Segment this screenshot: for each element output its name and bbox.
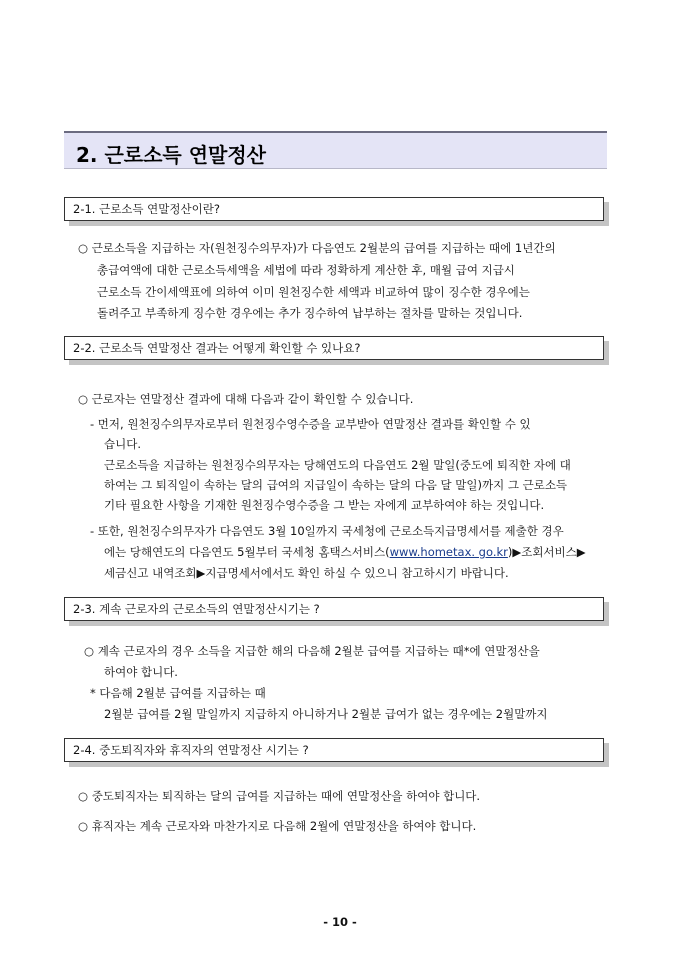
line-text: )▶조회서비스▶ xyxy=(507,545,586,559)
section-title: 2-2. 근로소득 연말정산 결과는 어떻게 확인할 수 있나요? xyxy=(73,341,361,355)
paragraph-line: 총급여액에 대한 근로소득세액을 세법에 따라 정확하게 계산한 후, 매월 급여 지급시 xyxy=(97,263,515,277)
section-title: 2-3. 계속 근로자의 근로소득의 연말정산시기는 ? xyxy=(73,602,320,616)
paragraph-line: 세금신고 내역조회▶지급명세서에서도 확인 하실 수 있으니 참고하시기 바랍니다. xyxy=(104,566,509,580)
section-title: 2-4. 중도퇴직자와 휴직자의 연말정산 시기는 ? xyxy=(73,743,309,757)
paragraph-line xyxy=(104,544,586,560)
paragraph-line: ○ 계속 근로자의 경우 소득을 지급한 해의 다음해 2월분 급여를 지급하는 때*에 연말정산을 xyxy=(84,644,540,658)
paragraph-line: 하여는 그 퇴직일이 속하는 달의 급여의 지급일이 속하는 달의 다음 달 말일)까지 그 근로소득 xyxy=(104,478,568,492)
section-title: 2-1. 근로소득 연말정산이란? xyxy=(73,202,220,216)
line-text: 에는 당해연도의 다음연도 5월부터 국세청 홈택스서비스( xyxy=(104,545,390,559)
paragraph-line: 기타 필요한 사항을 기재한 원천징수영수증을 그 받는 자에게 교부하여야 하는 것입니다. xyxy=(104,498,545,512)
paragraph-line: 하여야 합니다. xyxy=(104,665,178,679)
footnote-line: * 다음해 2월분 급여를 지급하는 때 xyxy=(90,686,266,700)
paragraph-line: - 또한, 원천징수의무자가 다음연도 3월 10일까지 국세청에 근로소득지급명세서를 제출한 경우 xyxy=(90,524,564,538)
paragraph-line: 돌려주고 부족하게 징수한 경우에는 추가 징수하여 납부하는 절차를 말하는 것입니다. xyxy=(97,306,523,320)
paragraph-line: ○ 근로소득을 지급하는 자(원천징수의무자)가 다음연도 2월분의 급여를 지급하는 때에 1년간의 xyxy=(78,241,556,255)
page-number: - 10 - xyxy=(323,915,357,929)
paragraph-line: ○ 휴직자는 계속 근로자와 마찬가지로 다음해 2월에 연말정산을 하여야 합니다. xyxy=(78,819,477,833)
chapter-title: 2. 근로소득 연말정산 xyxy=(76,143,266,167)
section-heading-2-1 xyxy=(64,197,604,221)
section-heading-2-3 xyxy=(64,597,604,621)
section-heading-2-2 xyxy=(64,336,604,360)
paragraph-line: ○ 중도퇴직자는 퇴직하는 달의 급여를 지급하는 때에 연말정산을 하여야 합니다. xyxy=(78,789,481,803)
paragraph-line: 근로소득을 지급하는 원천징수의무자는 당해연도의 다음연도 2월 말일(중도에 퇴직한 자에 대 xyxy=(104,458,571,472)
footnote-line: 2월분 급여를 2월 말일까지 지급하지 아니하거나 2월분 급여가 없는 경우에는 2월말까지 xyxy=(104,707,548,721)
hometax-link[interactable]: www.hometax. go.kr xyxy=(389,545,508,559)
paragraph-line: 습니다. xyxy=(104,437,141,451)
chapter-header xyxy=(64,131,607,169)
section-heading-2-4 xyxy=(64,738,604,762)
paragraph-line: 근로소득 간이세액표에 의하여 이미 원천징수한 세액과 비교하여 많이 징수한 경우에는 xyxy=(97,285,530,299)
paragraph-line: ○ 근로자는 연말정산 결과에 대해 다음과 같이 확인할 수 있습니다. xyxy=(78,392,414,406)
paragraph-line: - 먼저, 원천징수의무자로부터 원천징수영수증을 교부받아 연말정산 결과를 확인할 수 있 xyxy=(90,417,531,431)
